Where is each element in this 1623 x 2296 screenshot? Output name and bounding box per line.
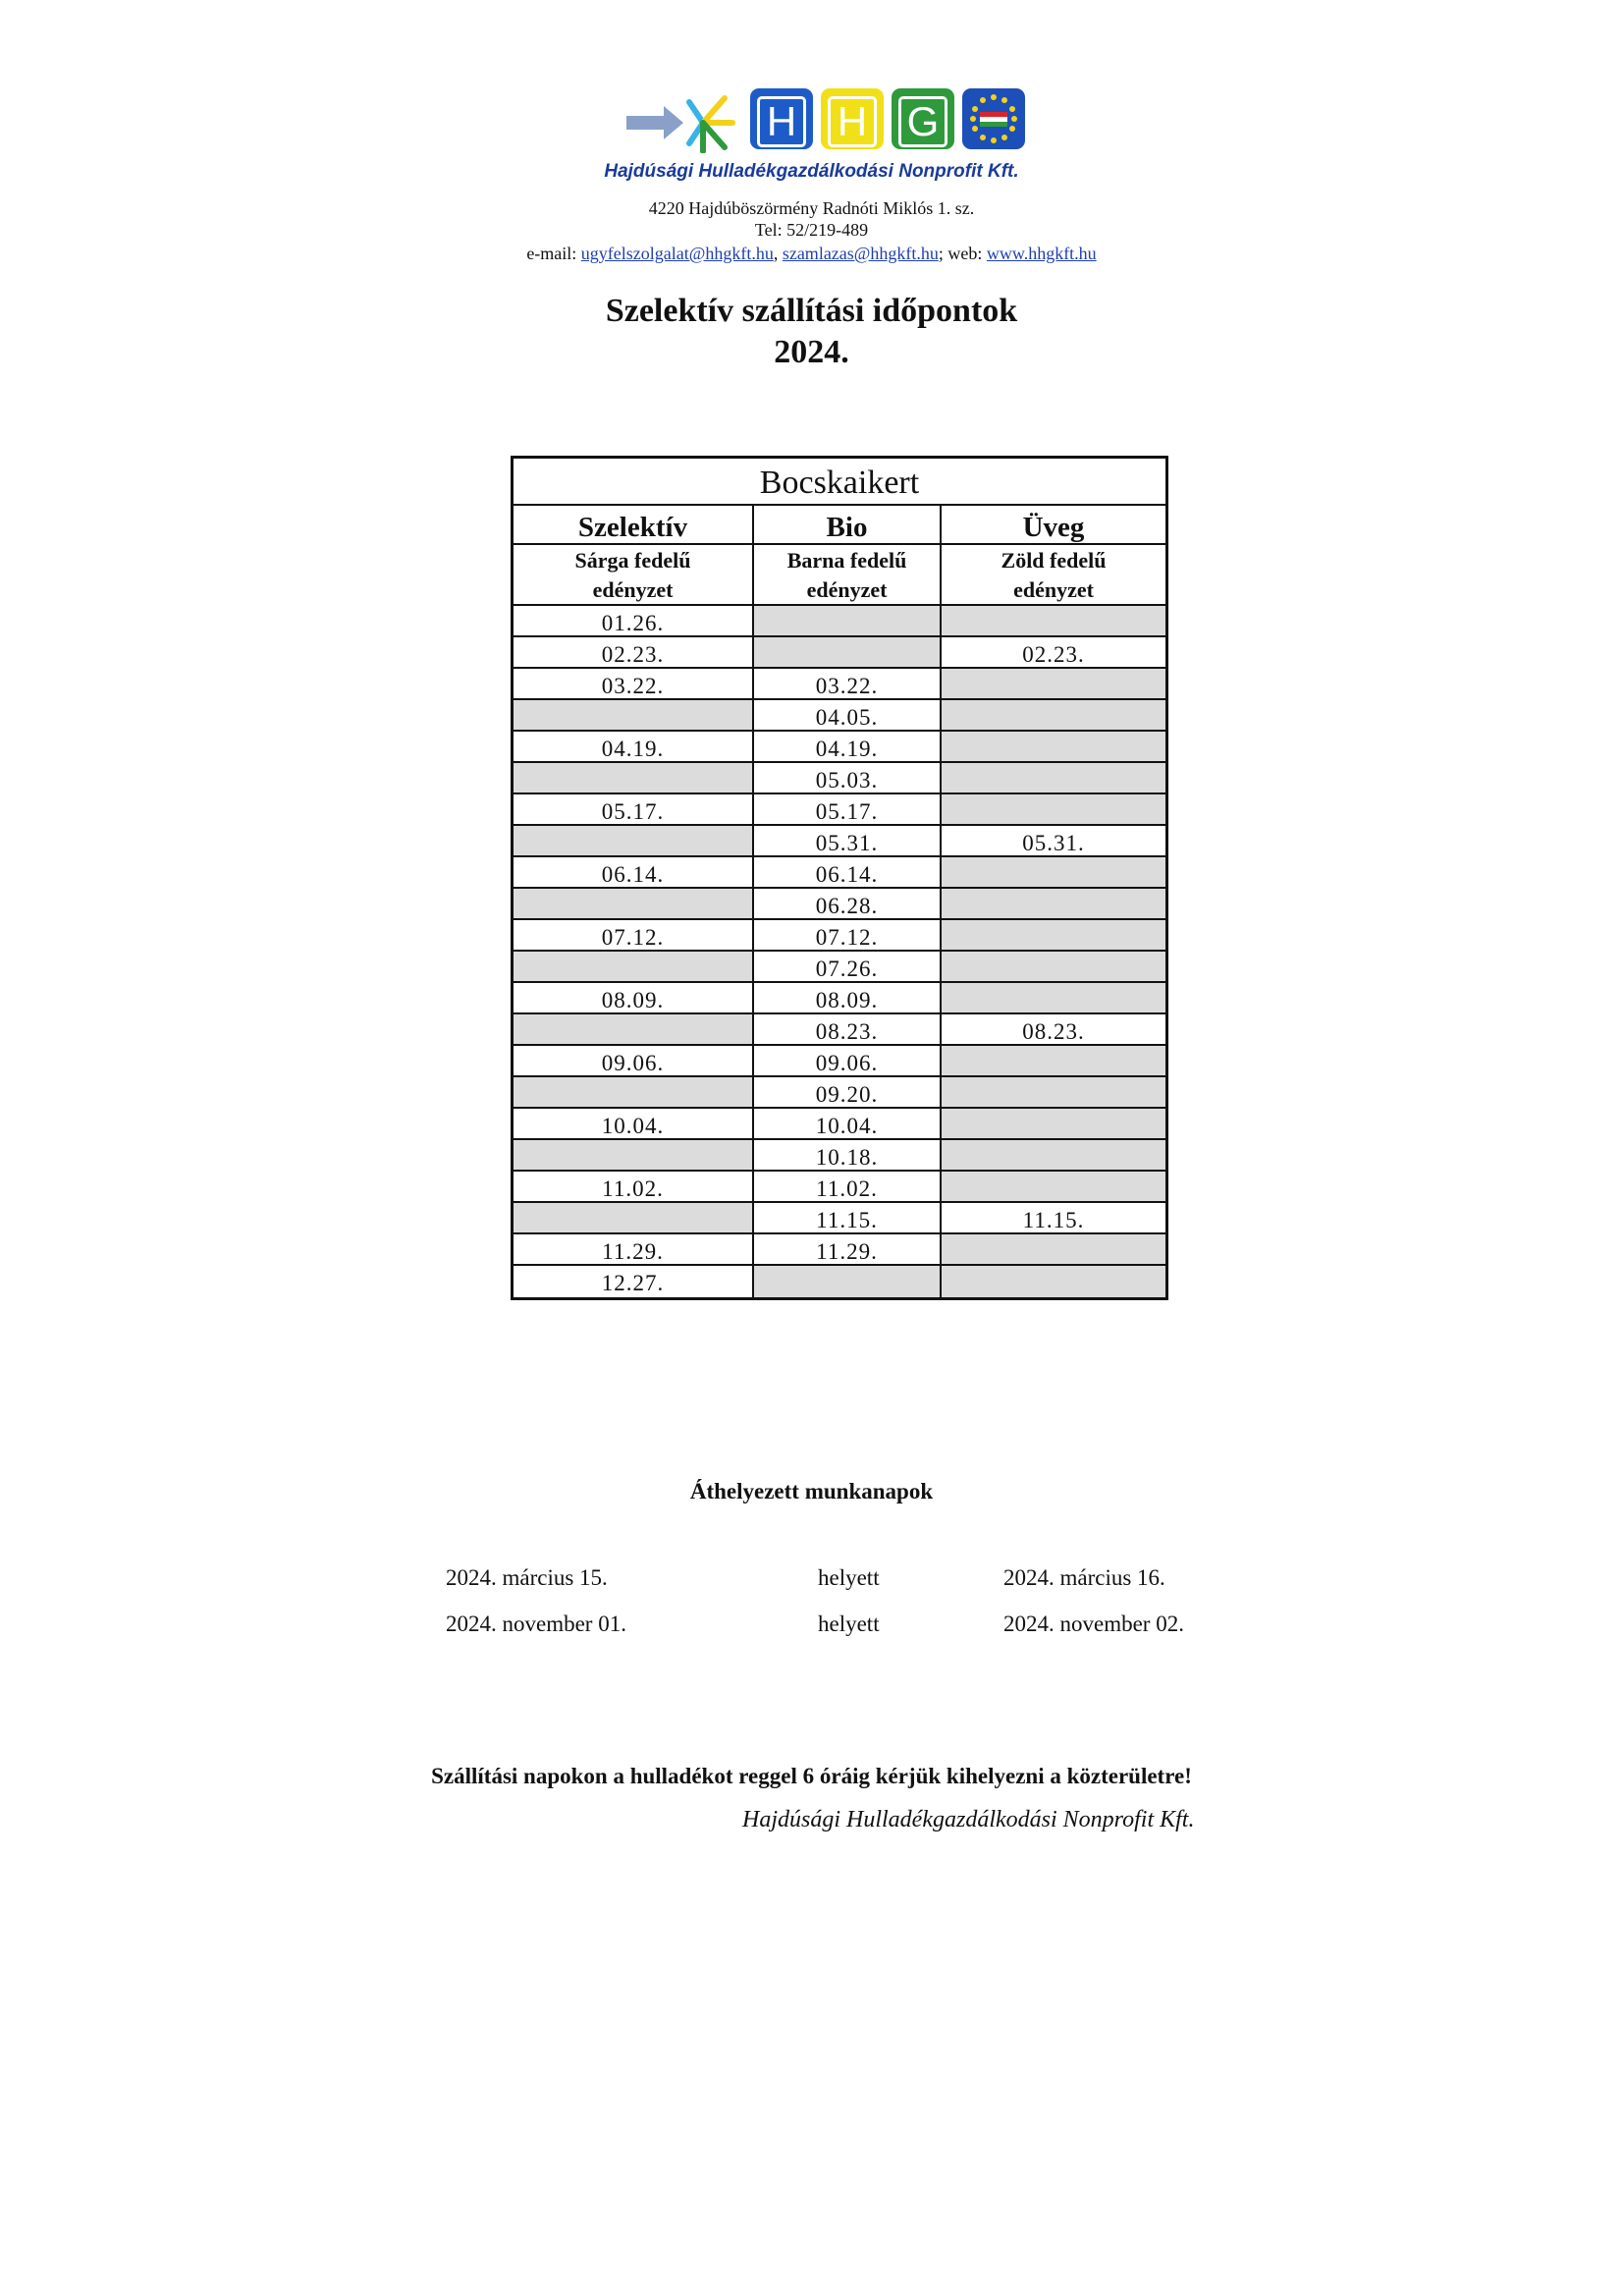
email-label: e-mail: (526, 244, 577, 263)
empty-cell (942, 1046, 1165, 1077)
date-cell: 11.29. (514, 1234, 754, 1266)
date-cell: 05.03. (754, 763, 942, 794)
logo-h-box: H (821, 88, 884, 149)
empty-cell (514, 763, 754, 794)
date-cell: 04.05. (754, 700, 942, 732)
empty-cell (942, 1109, 1165, 1140)
date-cell: 12.27. (514, 1266, 754, 1297)
empty-cell (942, 983, 1165, 1014)
date-cell: 09.06. (754, 1046, 942, 1077)
schedule-body (514, 606, 1165, 1297)
schedule-row (514, 1172, 1165, 1203)
empty-cell (942, 1234, 1165, 1266)
company-logo (624, 86, 1076, 157)
empty-cell (514, 952, 754, 983)
date-cell: 08.23. (942, 1014, 1165, 1046)
schedule-row (514, 1014, 1165, 1046)
date-cell: 06.28. (754, 889, 942, 920)
schedule-row (514, 637, 1165, 669)
empty-cell (514, 1077, 754, 1109)
schedule-row (514, 826, 1165, 857)
date-cell: 09.06. (514, 1046, 754, 1077)
date-cell: 02.23. (942, 637, 1165, 669)
date-cell: 05.17. (514, 794, 754, 826)
empty-cell (514, 1014, 754, 1046)
bin-type: Zöld fedelű edényzet (942, 545, 1165, 606)
schedule-row (514, 606, 1165, 637)
original-date: 2024. március 16. (1003, 1565, 1165, 1590)
empty-cell (754, 1266, 942, 1297)
title-year: 2024. (774, 334, 849, 370)
date-cell: 11.15. (754, 1203, 942, 1234)
date-cell: 11.02. (754, 1172, 942, 1203)
date-cell: 01.26. (514, 606, 754, 637)
empty-cell (514, 1203, 754, 1234)
schedule-row (514, 732, 1165, 763)
signature: Hajdúsági Hulladékgazdálkodási Nonprofit Kft. (742, 1807, 1195, 1832)
schedule-row (514, 1266, 1165, 1297)
website-link[interactable]: www.hhgkft.hu (986, 244, 1097, 263)
empty-cell (754, 637, 942, 669)
date-cell: 06.14. (514, 857, 754, 889)
moved-date: 2024. november 01. (446, 1612, 626, 1636)
empty-cell (942, 857, 1165, 889)
date-cell: 05.17. (754, 794, 942, 826)
area-name: Bocskaikert (514, 459, 1165, 506)
company-address: 4220 Hajdúböszörmény Radnóti Miklós 1. sz. (648, 198, 975, 218)
schedule-row (514, 763, 1165, 794)
schedule-row (514, 920, 1165, 952)
schedule-row (514, 1077, 1165, 1109)
moved-date: 2024. március 15. (446, 1565, 608, 1590)
schedule-table (511, 456, 1168, 1300)
collection-notice: Szállítási napokon a hulladékot reggel 6 óráig kérjük kihelyezni a közterületre! (431, 1764, 1192, 1788)
empty-cell (754, 606, 942, 637)
empty-cell (942, 1077, 1165, 1109)
company-name: Hajdúsági Hulladékgazdálkodási Nonprofit Kft. (604, 161, 1019, 182)
company-phone: Tel: 52/219-489 (754, 220, 869, 240)
bin-type-row (514, 545, 1165, 606)
empty-cell (942, 700, 1165, 732)
empty-cell (942, 732, 1165, 763)
empty-cell (514, 700, 754, 732)
schedule-row (514, 700, 1165, 732)
column-header: Üveg (942, 506, 1165, 545)
date-cell: 05.31. (754, 826, 942, 857)
date-cell: 04.19. (754, 732, 942, 763)
instead-word: helyett (818, 1565, 880, 1590)
date-cell: 07.12. (754, 920, 942, 952)
date-cell: 07.26. (754, 952, 942, 983)
schedule-row (514, 1203, 1165, 1234)
schedule-row (514, 1234, 1165, 1266)
date-cell: 04.19. (514, 732, 754, 763)
empty-cell (514, 1140, 754, 1172)
date-cell: 08.09. (754, 983, 942, 1014)
page-title (0, 291, 1623, 373)
empty-cell (942, 1266, 1165, 1297)
column-header: Bio (754, 506, 942, 545)
schedule-row (514, 1046, 1165, 1077)
bin-type: Sárga fedelű edényzet (514, 545, 754, 606)
empty-cell (942, 1172, 1165, 1203)
schedule-row (514, 889, 1165, 920)
logo-g-box: G (892, 88, 954, 149)
date-cell: 08.09. (514, 983, 754, 1014)
empty-cell (942, 1140, 1165, 1172)
moved-workday-row (0, 1565, 1623, 1595)
empty-cell (942, 763, 1165, 794)
empty-cell (514, 826, 754, 857)
date-cell: 06.14. (754, 857, 942, 889)
arrows-logo-icon (624, 92, 744, 153)
email-link-customer-service[interactable]: ugyfelszolgalat@hhgkft.hu (580, 244, 774, 263)
empty-cell (942, 669, 1165, 700)
web-label: ; web: (938, 244, 983, 263)
schedule-row (514, 669, 1165, 700)
empty-cell (942, 794, 1165, 826)
bin-type: Barna fedelű edényzet (754, 545, 942, 606)
title-line: Szelektív szállítási időpontok (605, 293, 1018, 329)
date-cell: 10.04. (754, 1109, 942, 1140)
empty-cell (942, 920, 1165, 952)
date-cell: 03.22. (514, 669, 754, 700)
logo-h-box: H (750, 88, 813, 149)
date-cell: 02.23. (514, 637, 754, 669)
empty-cell (942, 606, 1165, 637)
instead-word: helyett (818, 1612, 880, 1636)
date-cell: 11.02. (514, 1172, 754, 1203)
schedule-row (514, 1140, 1165, 1172)
schedule-row (514, 983, 1165, 1014)
date-cell: 08.23. (754, 1014, 942, 1046)
moved-workdays-title: Áthelyezett munkanapok (689, 1479, 934, 1503)
schedule-row (514, 952, 1165, 983)
date-cell: 11.15. (942, 1203, 1165, 1234)
moved-workday-row (0, 1612, 1623, 1641)
schedule-row (514, 794, 1165, 826)
date-cell: 10.18. (754, 1140, 942, 1172)
schedule-row (514, 857, 1165, 889)
date-cell: 07.12. (514, 920, 754, 952)
empty-cell (942, 889, 1165, 920)
column-header: Szelektív (514, 506, 754, 545)
eu-flag-icon (962, 88, 1025, 149)
original-date: 2024. november 02. (1003, 1612, 1184, 1636)
date-cell: 09.20. (754, 1077, 942, 1109)
date-cell: 11.29. (754, 1234, 942, 1266)
empty-cell (942, 952, 1165, 983)
column-header-row (514, 506, 1165, 545)
empty-cell (514, 889, 754, 920)
schedule-row (514, 1109, 1165, 1140)
date-cell: 05.31. (942, 826, 1165, 857)
company-contacts: e-mail: ugyfelszolgalat@hhgkft.hu, szamlazas@hhgkft.hu; web: www.hhgkft.hu (526, 244, 1097, 263)
date-cell: 10.04. (514, 1109, 754, 1140)
date-cell: 03.22. (754, 669, 942, 700)
email-link-billing[interactable]: szamlazas@hhgkft.hu (782, 244, 939, 263)
